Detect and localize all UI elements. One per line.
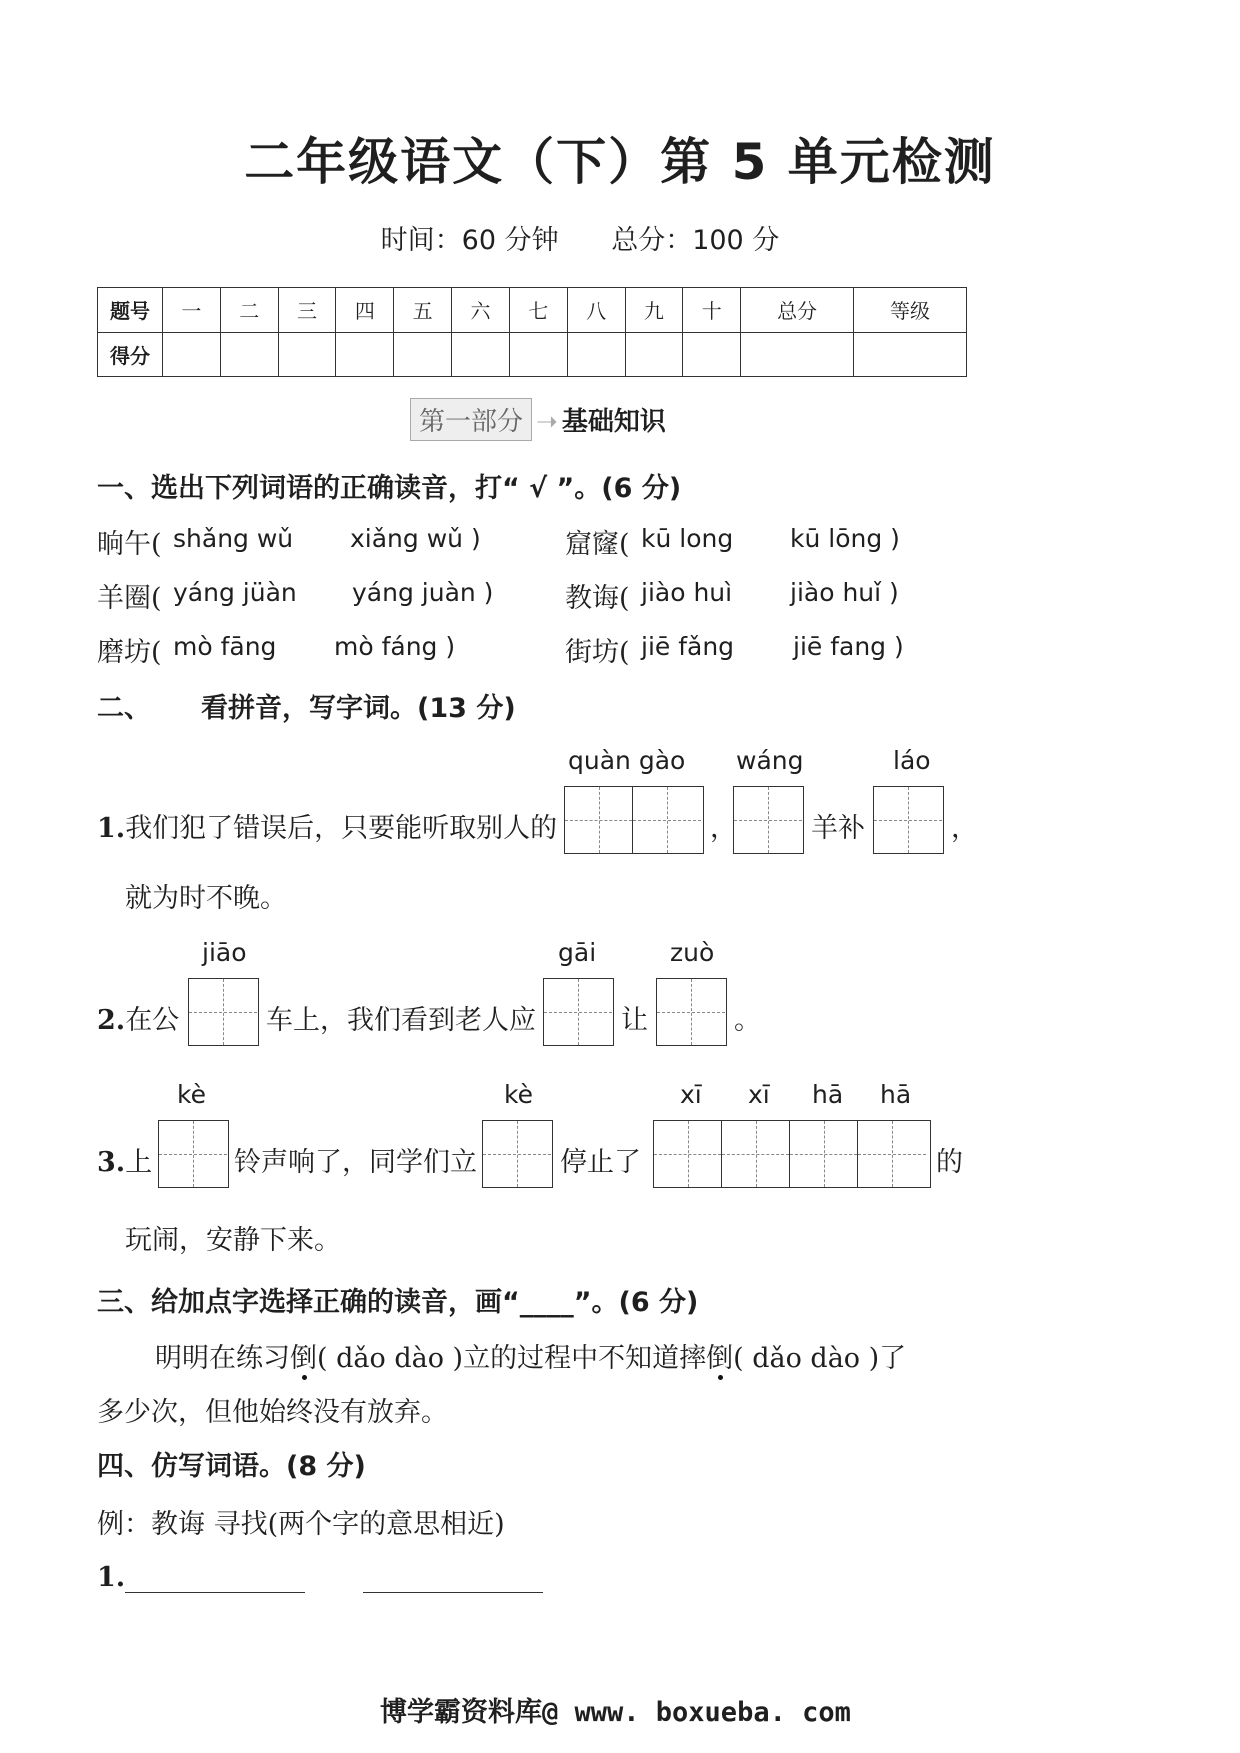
- q4-item: [97, 1562, 543, 1593]
- q1-option-b[interactable]: jiào huǐ ): [790, 578, 899, 607]
- score-col: 二: [220, 288, 278, 333]
- q1-option-b[interactable]: mò fáng ): [334, 632, 456, 661]
- time-label: 时间：60 分钟: [380, 225, 559, 256]
- score-cell: [220, 332, 278, 377]
- score-cell: [567, 332, 625, 377]
- item-number: 2.: [97, 1005, 126, 1036]
- item-number: 1.: [97, 1562, 126, 1593]
- score-cell: [741, 332, 854, 377]
- q1-option-a[interactable]: mò fāng: [173, 632, 277, 661]
- q1-item: [97, 522, 162, 561]
- write-box[interactable]: [188, 978, 259, 1046]
- sentence-text: 羊补: [811, 813, 865, 844]
- q1-option-a[interactable]: shǎng wǔ: [173, 524, 294, 553]
- score-table: [97, 287, 967, 377]
- q2-s3-text: [97, 1140, 152, 1179]
- write-box[interactable]: [482, 1120, 553, 1188]
- score-col: 五: [394, 288, 452, 333]
- score-cell: [683, 332, 741, 377]
- q1-word: 磨坊(: [97, 637, 162, 668]
- page-title: 二年级语文（下）第 5 单元检测: [244, 133, 996, 191]
- sentence-text: 停止了: [560, 1147, 641, 1178]
- q2-heading-text: 看拼音，写字词。(13 分): [201, 693, 516, 724]
- sentence-text: 的: [936, 1147, 963, 1178]
- write-box[interactable]: [158, 1120, 229, 1188]
- write-box[interactable]: [543, 978, 614, 1046]
- score-cell: [452, 332, 510, 377]
- footer-watermark: 博学霸资料库@ www. boxueba. com: [380, 1697, 851, 1728]
- q3-sentence: [155, 1336, 906, 1375]
- score-table-header-row: [98, 288, 967, 333]
- q4-example: 例：教诲 寻找(两个字的意思相近): [97, 1509, 505, 1540]
- q3-heading: 三、给加点字选择正确的读音，画“____”。(6 分): [97, 1287, 699, 1318]
- score-col: 六: [452, 288, 510, 333]
- q1-item: [565, 576, 630, 615]
- score-col: 一: [163, 288, 221, 333]
- arrow-icon: ➝: [536, 407, 558, 437]
- sentence-text: 多少次，但他始终没有放弃。: [97, 1397, 448, 1428]
- pinyin: jiāo: [202, 938, 247, 967]
- q1-option-b[interactable]: jiē fang ): [793, 632, 904, 661]
- write-box[interactable]: [564, 786, 704, 854]
- q4-heading: 四、仿写词语。(8 分): [97, 1451, 366, 1482]
- answer-line[interactable]: [363, 1572, 543, 1593]
- sentence-text: 铃声响了，同学们立: [234, 1147, 477, 1178]
- pinyin: xī: [680, 1080, 702, 1109]
- sentence-text: 让: [621, 1005, 648, 1036]
- q1-word: 教诲(: [565, 583, 630, 614]
- answer-line[interactable]: [125, 1572, 305, 1593]
- score-cell: [163, 332, 221, 377]
- q2-heading: [97, 686, 516, 725]
- sentence-text: 玩闹，安静下来。: [125, 1225, 341, 1256]
- pinyin: gāi: [558, 938, 597, 967]
- score-table-row-head: 题号: [98, 288, 163, 333]
- write-box[interactable]: [873, 786, 944, 854]
- score-cell: [625, 332, 683, 377]
- score-cell: [509, 332, 567, 377]
- pinyin-choice[interactable]: ( dǎo dào )了: [733, 1343, 907, 1374]
- score-col: 总分: [741, 288, 854, 333]
- q1-option-b[interactable]: xiǎng wǔ ): [350, 524, 481, 553]
- q1-option-a[interactable]: jiào huì: [641, 578, 733, 607]
- score-cell: [278, 332, 336, 377]
- q1-item: [565, 630, 630, 669]
- q2-s2-text: [97, 998, 179, 1037]
- write-box[interactable]: [656, 978, 727, 1046]
- item-number: 1.: [97, 813, 126, 844]
- punct: 。: [734, 1005, 761, 1036]
- punct: ，: [951, 813, 978, 844]
- score-cell: [394, 332, 452, 377]
- q1-option-b[interactable]: kū lōng ): [790, 524, 900, 553]
- punct: ，: [710, 813, 737, 844]
- q1-word: 街坊(: [565, 637, 630, 668]
- q1-option-a[interactable]: yáng jüàn: [173, 578, 297, 607]
- score-table-row-head: 得分: [98, 332, 163, 377]
- q2-heading-prefix: 二、: [97, 693, 151, 724]
- pinyin: láo: [893, 746, 931, 775]
- q1-option-b[interactable]: yáng juàn ): [352, 578, 494, 607]
- q1-word: 晌午(: [97, 529, 162, 560]
- score-col: 九: [625, 288, 683, 333]
- score-col: 等级: [854, 288, 967, 333]
- sentence-text: 车上，我们看到老人应: [266, 1005, 536, 1036]
- sentence-text: 明明在练习: [155, 1343, 290, 1374]
- score-col: 八: [567, 288, 625, 333]
- score-table-score-row: [98, 332, 967, 377]
- score-cell: [854, 332, 967, 377]
- pinyin-choice[interactable]: ( dǎo dào )立的过程中不知道摔: [317, 1343, 707, 1374]
- dotted-char: 倒: [706, 1343, 734, 1374]
- q2-s1-text: [97, 806, 557, 845]
- score-col: 三: [278, 288, 336, 333]
- sentence-text: 在公: [125, 1005, 180, 1036]
- q1-word: 窟窿(: [565, 529, 630, 560]
- write-box[interactable]: [653, 1120, 931, 1188]
- q1-item: [97, 576, 162, 615]
- pinyin: wáng: [736, 746, 804, 775]
- q1-item: [565, 522, 630, 561]
- score-col: 七: [509, 288, 567, 333]
- part-name: 基础知识: [561, 407, 666, 437]
- pinyin: zuò: [670, 938, 715, 967]
- q1-heading: 一、选出下列词语的正确读音，打“ √ ”。(6 分): [97, 473, 682, 504]
- exam-info: [0, 218, 1160, 257]
- q1-item: [97, 630, 162, 669]
- part-label: 第一部分: [410, 398, 532, 441]
- q1-option-a[interactable]: kū long: [641, 524, 734, 553]
- sentence-text: 就为时不晚。: [125, 883, 287, 914]
- score-label: 总分：100 分: [611, 225, 780, 256]
- section-banner: [410, 398, 666, 441]
- q1-word: 羊圈(: [97, 583, 162, 614]
- item-number: 3.: [97, 1147, 126, 1178]
- score-col: 十: [683, 288, 741, 333]
- q1-option-a[interactable]: jiē fǎng: [641, 632, 735, 661]
- pinyin: kè: [177, 1080, 206, 1109]
- pinyin: xī: [748, 1080, 770, 1109]
- pinyin: hā: [812, 1080, 844, 1109]
- sentence-text: 我们犯了错误后，只要能听取别人的: [125, 813, 558, 844]
- pinyin: hā: [880, 1080, 912, 1109]
- score-cell: [336, 332, 394, 377]
- pinyin: kè: [504, 1080, 533, 1109]
- pinyin: quàn gào: [568, 746, 686, 775]
- sentence-text: 上: [125, 1147, 153, 1178]
- dotted-char: 倒: [290, 1343, 317, 1374]
- score-col: 四: [336, 288, 394, 333]
- write-box[interactable]: [733, 786, 804, 854]
